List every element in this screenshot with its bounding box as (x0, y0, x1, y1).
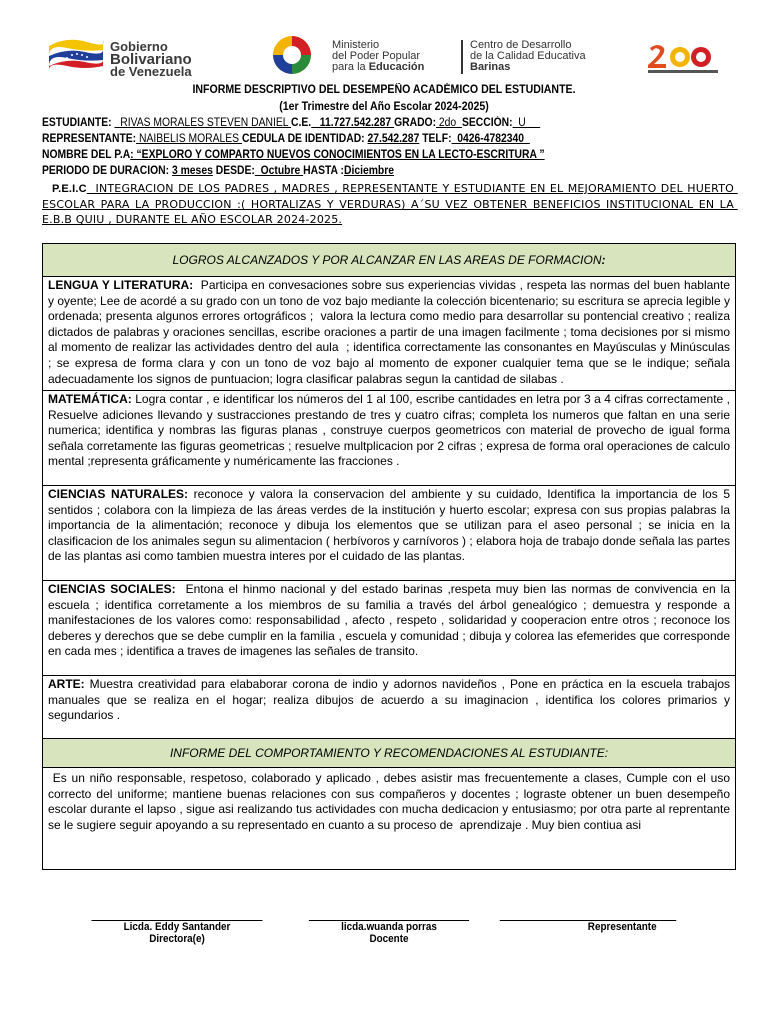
representative-id: 27.542.287 (367, 133, 420, 145)
representative-line: REPRESENTANTE: NAIBELIS MORALES CEDULA DE IDENTIDAD: 27.542.287 TELF: 0426-4782340 (42, 133, 530, 145)
report-title: INFORME DESCRIPTIVO DEL DESEMPEÑO ACADÉMICO DEL ESTUDIANTE. (192, 84, 576, 96)
representative-phone: 0426-4782340 (451, 133, 530, 145)
period-to: Diciembre (343, 165, 395, 177)
ministerio-logo-text: Ministerio del Poder Popular para la Educación (332, 39, 425, 73)
period-from: Octubre (254, 165, 304, 177)
signature-teacher: licda.wuanda porras Docente (309, 920, 469, 945)
student-ce: 11.727.542.287 (311, 117, 395, 129)
area-ciencias-sociales: CIENCIAS SOCIALES: Entona el hinmo nacional y del estado barinas ,respeta muy bien las normas de convivencia en la escuela ; identifica corretamente a los miembros de su familia a través del árbol genealógico ; demuestra y responde a manifestaciones de los valores como: responsabilidad , afecto , respeto , solidaridad y cooperacion entre otros ; reconoce los deberes y derechos que se debe cumplir en la familia , escuela y comunidad ; dibuja y colorea las efemerides que corresponde en cada mes ; identifica a traves de imagenes las señales de transito. (43, 581, 735, 676)
student-name: RIVAS MORALES STEVEN DANIEL (114, 117, 292, 129)
area-arte: ARTE: Muestra creatividad para elababorar corona de indio y adornos navideños , Pone en práctica en la escuela trabajos manuales que se realiza en el hogar; realiza dibujos de acuerdo a su imaginacion , identifica los colores primarios y segundarios . (43, 676, 735, 739)
achievements-table (42, 243, 736, 870)
centro-logo-text: Centro de Desarrollo de la Calidad Educativa Barinas (470, 39, 586, 73)
area-lengua: LENGUA Y LITERATURA: Participa en convesaciones sobre sus experiencias vividas , respeta las normas del buen hablante y oyente; Lee de acordé a su grado con un tono de voz bajo mediante la colección bicentenario; su escritura se aprecia legible y ordenada; presenta algunos errores ortográficos ; valora la lectura como medio para desarrollar su pontencial creativo ; realiza dictados de palabras y oraciones sencillas, escribe oraciones a partir de una imagen facilmente ; toma decisiones por si mismo al momento de realizar las actividades dentro del aula ; identifica correctamente las consonantes en Mayúsculas y Minúsculas ; se expresa de forma clara y con un tono de voz bajo al momento de exponer cualquier tema que se le indique; señala adecuadamente los signos de puntuacion; logra clasificar palabras segun la cantidad de silabas . (43, 277, 735, 391)
area-ciencias-naturales: CIENCIAS NATURALES: reconoce y valora la conservacion del ambiente y su cuidado, Identifica la importancia de los 5 sentidos ; colabora con la limpieza de las áreas verdes de la institución y huerto escolar; expresa con sus propias palabras la importancia de la alimentación; reconoce y dibuja los elementos que se utilizan para el aseo personal ; se inicia en la clasificacion de los animales segun su alimentacion ( herbívoros y carnívoros ) ; elabora hoja de trabajo donde señala las partes de las plantas asi como tambien muestra interes por el cuidado de las plantas. (43, 486, 735, 581)
behavior-text: Es un niño responsable, respetoso, colaborado y aplicado , debes asistir mas frecuentemente a clases, Cumple con el uso correcto del uniforme; mantiene buenas relaciones con sus compañeros y docentes ; lograste obtener un buen desempeño escolar durante el lapso , sigue asi realizando tus actividades con mucha dedicacion y entusiasmo; por otra parte al reprentante se le sugiere seguir apoyando a su representado en cuanto a su proceso de aprendizaje . Muy bien contiua asi (48, 771, 734, 832)
project-line: NOMBRE DEL P.A: “EXPLORO Y COMPARTO NUEVOS CONOCIMIENTOS EN LA LECTO-ESCRITURA ” (42, 149, 545, 161)
representative-name: NAIBELIS MORALES (136, 133, 242, 145)
period-duration: 3 meses (171, 165, 213, 177)
anniversary-logo-icon (644, 40, 722, 74)
achievements-header: LOGROS ALCANZADOS Y POR ALCANZAR EN LAS AREAS DE FORMACION: (43, 244, 735, 277)
header-logos (0, 30, 768, 80)
student-grade: 2do (436, 117, 462, 129)
logo-divider (461, 40, 463, 74)
peic-text: INTEGRACION DE LOS PADRES , MADRES , REPRESENTANTE Y ESTUDIANTE EN EL MEJORAMIENTO DEL HUERTO ESCOLAR PARA LA PRODUCCION :( HORTALIZAS Y VERDURAS) A´SU VEZ OBTENER BENEFICIOS INSTITUCIONAL EN LA E.B.B QUIU , DURANTE EL AÑO ESCOLAR 2024-2025. (42, 182, 738, 226)
report-subtitle: (1er Trimestre del Año Escolar 2024-2025) (279, 101, 489, 113)
student-section: U (512, 117, 541, 129)
signature-director: Licda. Eddy Santander Directora(e) (92, 920, 263, 945)
gobierno-logo-text: Gobierno Bolivariano de Venezuela (110, 39, 192, 79)
behavior-header: INFORME DEL COMPORTAMIENTO Y RECOMENDACIONES AL ESTUDIANTE: (43, 739, 735, 768)
student-line: ESTUDIANTE: RIVAS MORALES STEVEN DANIEL C.E. 11.727.542.287 GRADO: 2do SECCIÓN: U (42, 117, 541, 129)
ministerio-logo-icon (258, 34, 326, 76)
venezuela-flag-icon (47, 36, 105, 70)
period-line: PERIODO DE DURACION: 3 meses DESDE: Octubre HASTA :Diciembre (42, 165, 395, 177)
signature-representative: Representante (500, 920, 676, 933)
area-matematica: MATEMÁTICA: Logra contar , e identificar los números del 1 al 100, escribe cantidades en letra por 3 a 4 cifras correctamente , Resuelve adiciones llevando y sustracciones prestando de tres y cuatro cifras; completa los numeros que faltan en una serie numerica; identifica y nombras las figuras planas , construye cuerpos geometricos con material de provecho de igual forma señala corretamente las figuras geometricas ; resuelve multplicacion por 2 cifras ; expresa de forma oral operaciones de calculo mental ;representa gráficamente y numéricamente las fracciones . (43, 391, 735, 486)
peic-paragraph: P.E.I.C INTEGRACION DE LOS PADRES , MADRES , REPRESENTANTE Y ESTUDIANTE EN EL MEJORAMIENTO DEL HUERTO ESCOLAR PARA LA PRODUCCION :( HORTALIZAS Y VERDURAS) A´SU VEZ OBTENER BENEFICIOS INSTITUCIONAL EN LA E.B.B QUIU , DURANTE EL AÑO ESCOLAR 2024-2025. (42, 182, 738, 226)
project-name: : “EXPLORO Y COMPARTO NUEVOS CONOCIMIENTOS EN LA LECTO-ESCRITURA ” (130, 149, 545, 161)
